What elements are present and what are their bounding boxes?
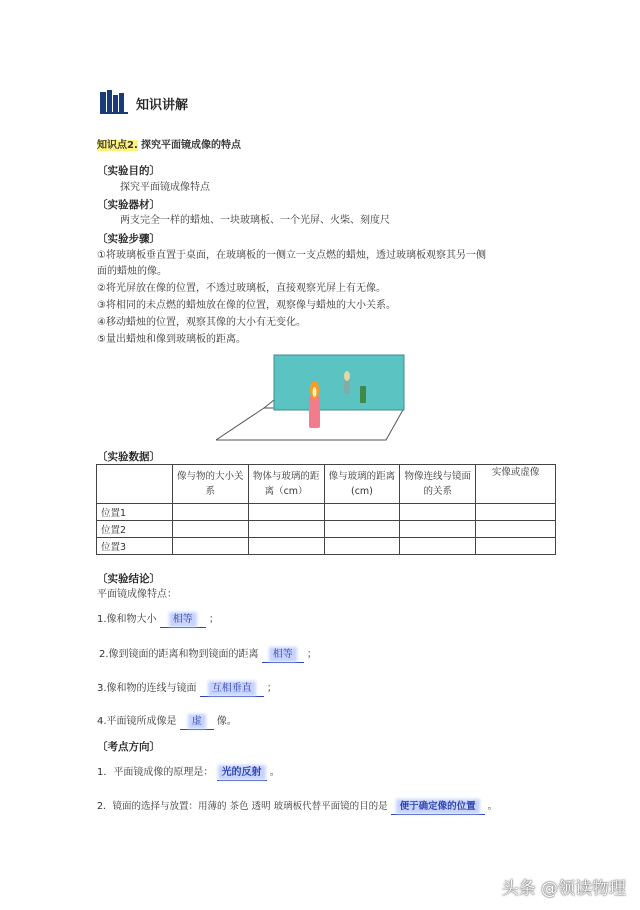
- answer-text: 相等: [272, 649, 293, 660]
- row-label: 位置1: [97, 504, 173, 521]
- watermark: 头条 @领读物理: [501, 879, 626, 899]
- header-cell: 实像或虚像: [476, 465, 556, 504]
- empty-cell: [172, 521, 248, 538]
- item-prefix: 2.像到镜面的距离和物到镜面的距离: [99, 649, 259, 660]
- topic-line: [97, 139, 241, 153]
- table-row: [97, 521, 556, 538]
- empty-cell: [476, 521, 556, 538]
- answer-blank: [391, 800, 485, 815]
- item-prefix: 3.像和物的连线与镜面: [97, 683, 197, 694]
- green-candle: [360, 386, 366, 403]
- answer-blank: [200, 682, 264, 697]
- answer-text: 便于确定像的位置: [399, 801, 476, 812]
- table-row: [97, 504, 556, 521]
- empty-cell: [172, 504, 248, 521]
- answer-blank: [160, 613, 206, 628]
- exam-points-label: 〔考点方向〕: [97, 741, 160, 753]
- equipment-text: 两支完全一样的蜡烛、一块玻璃板、一个光屏、火柴、刻度尺: [120, 215, 390, 226]
- item-suffix: 。: [269, 767, 280, 778]
- table-row: [97, 538, 556, 555]
- answer-text: 相等: [172, 614, 193, 625]
- item-suffix: 像。: [216, 716, 237, 727]
- header-cell: [97, 465, 173, 504]
- step-1-cont: 面的蜡烛的像。: [97, 266, 167, 277]
- answer-blank: [262, 648, 304, 663]
- empty-cell: [476, 538, 556, 555]
- purpose-label: 〔实验目的〕: [97, 165, 160, 177]
- header-cell: 像与物的大小关系: [172, 465, 248, 504]
- item-suffix: ；: [208, 614, 219, 625]
- header-cell: 像与玻璃的距离(cm): [324, 465, 400, 504]
- item-prefix: 2．镜面的选择与放置：用薄的 茶色 透明 玻璃板代替平面镜的目的是: [97, 801, 388, 812]
- table-header-row: [97, 465, 556, 504]
- item-prefix: 4.平面镜所成像是: [97, 716, 177, 727]
- header-cell: 物体与玻璃的距离（cm）: [248, 465, 324, 504]
- step-2: ②将光屏放在像的位置，不透过玻璃板，直接观察光屏上有无像。: [97, 283, 386, 294]
- conclusion-intro: 平面镜成像特点：: [97, 589, 177, 600]
- empty-cell: [400, 521, 476, 538]
- answer-blank: [180, 715, 214, 730]
- conclusion-item-2: [99, 648, 317, 663]
- answer-blank: [217, 766, 267, 781]
- experiment-illustration: [216, 352, 416, 442]
- lit-candle: [309, 396, 320, 428]
- glass-plate: [274, 355, 404, 410]
- answer-text: 虚: [191, 716, 202, 727]
- equipment-label: 〔实验器材〕: [97, 199, 160, 211]
- step-3: ③将相同的未点燃的蜡烛放在像的位置，观察像与蜡烛的大小关系。: [97, 300, 396, 311]
- empty-cell: [248, 521, 324, 538]
- item-prefix: 1．平面镜成像的原理是：: [97, 767, 214, 778]
- row-label: 位置2: [97, 521, 173, 538]
- empty-cell: [324, 538, 400, 555]
- empty-cell: [248, 538, 324, 555]
- data-table: [96, 464, 556, 555]
- item-suffix: ；: [266, 683, 277, 694]
- answer-text: 光的反射: [221, 767, 262, 778]
- row-label: 位置3: [97, 538, 173, 555]
- empty-cell: [400, 504, 476, 521]
- conclusion-item-3: [97, 682, 277, 697]
- step-1: ①将玻璃板垂直置于桌面，在玻璃板的一侧立一支点燃的蜡烛，透过玻璃板观察其另一侧: [97, 250, 486, 261]
- exam-point-1: [97, 766, 280, 781]
- virtual-candle-image: [344, 380, 350, 394]
- step-5: ⑤量出蜡烛和像到玻璃板的距离。: [97, 334, 246, 345]
- empty-cell: [476, 504, 556, 521]
- purpose-text: 探究平面镜成像特点: [120, 182, 210, 193]
- topic-tag: 知识点2.: [97, 140, 138, 151]
- virtual-candle-flame: [344, 371, 350, 381]
- step-4: ④移动蜡烛的位置，观察其像的大小有无变化。: [97, 317, 306, 328]
- steps-label: 〔实验步骤〕: [97, 233, 160, 245]
- item-prefix: 1.像和物大小: [97, 614, 157, 625]
- empty-cell: [324, 504, 400, 521]
- item-suffix: 。: [487, 801, 498, 812]
- empty-cell: [400, 538, 476, 555]
- section-title: 知识讲解: [136, 98, 189, 113]
- conclusion-label: 〔实验结论〕: [97, 573, 160, 585]
- conclusion-item-1: [97, 613, 219, 628]
- header-cell: 物像连线与镜面的关系: [400, 465, 476, 504]
- empty-cell: [248, 504, 324, 521]
- data-label: 〔实验数据〕: [97, 451, 160, 463]
- empty-cell: [324, 521, 400, 538]
- empty-cell: [172, 538, 248, 555]
- answer-text: 互相垂直: [211, 683, 252, 694]
- books-icon: [100, 90, 130, 114]
- topic-title: 探究平面镜成像的特点: [140, 140, 241, 151]
- conclusion-item-4: [97, 715, 237, 730]
- item-suffix: ；: [306, 649, 317, 660]
- exam-point-2: [97, 800, 497, 815]
